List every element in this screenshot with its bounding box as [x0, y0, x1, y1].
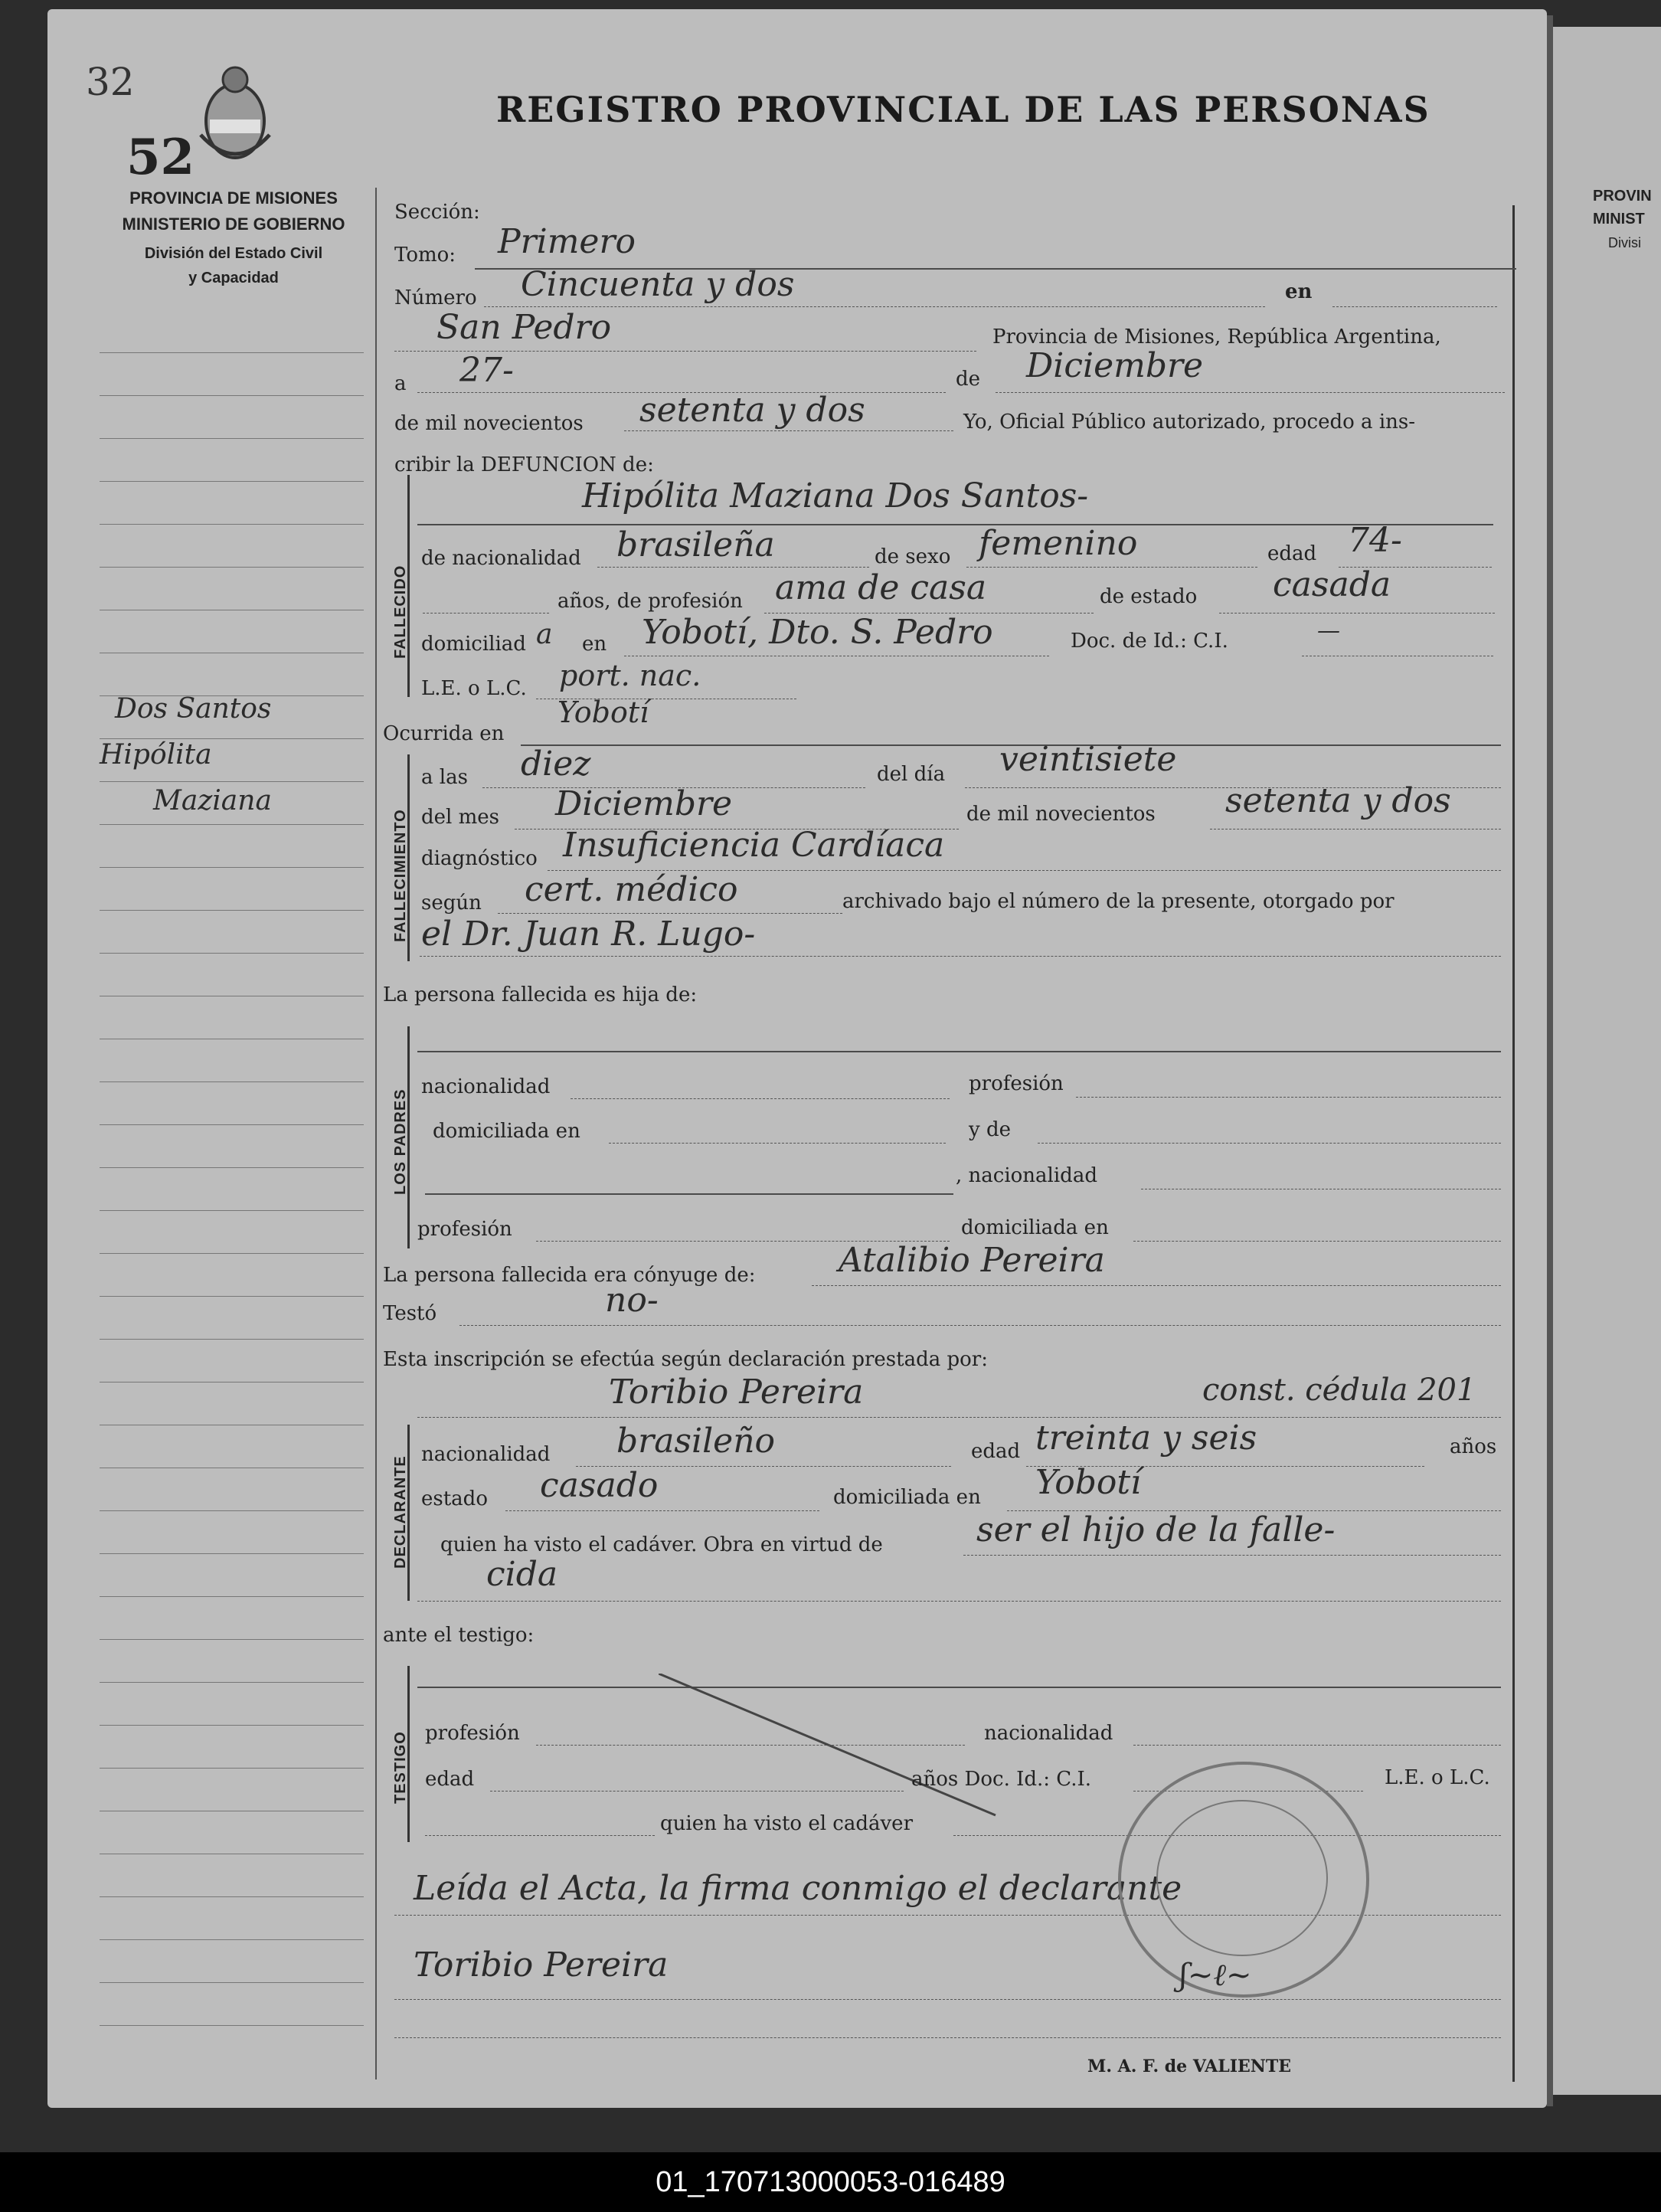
label-testigo-profesion: profesión: [425, 1722, 520, 1745]
form-right-border: [1512, 205, 1515, 2082]
margin-note-surname: Dos Santos: [115, 693, 272, 725]
form-left-border: [375, 188, 377, 2079]
side-label-los-padres: LOS PADRES: [392, 1088, 409, 1195]
field-mes-fallecimiento: Diciembre: [555, 784, 733, 823]
old-page-number: 32: [86, 60, 135, 104]
side-label-declarante: DECLARANTE: [392, 1455, 409, 1569]
label-decl-estado: estado: [421, 1487, 488, 1510]
label-yo-oficial: Yo, Oficial Público autorizado, procedo a ins-: [963, 411, 1416, 434]
margin-ruled-line: [100, 1296, 364, 1297]
label-provincia: Provincia de Misiones, República Argentina,: [992, 326, 1441, 348]
margin-ruled-line: [100, 781, 364, 782]
label-anos-profesion: años, de profesión: [557, 590, 743, 613]
margin-ruled-line: [100, 1682, 364, 1683]
margin-note-name1: Hipólita: [100, 739, 212, 771]
label-a: a: [394, 372, 407, 395]
label-de-sexo: de sexo: [875, 545, 951, 568]
segun-line: [498, 913, 842, 914]
label-ante-testigo: ante el testigo:: [383, 1624, 535, 1647]
label-tomo: Tomo:: [394, 244, 456, 267]
label-testo: Testó: [383, 1302, 437, 1325]
madre-domicilio-line: [1133, 1241, 1501, 1242]
coat-of-arms-icon: [193, 58, 277, 173]
field-decl-domicilio: Yobotí: [1035, 1463, 1142, 1502]
label-testigo-anos-doc: años Doc. Id.: C.I.: [911, 1768, 1092, 1791]
field-conyuge: Atalibio Pereira: [839, 1241, 1105, 1280]
side-label-testigo: TESTIGO: [392, 1731, 409, 1804]
field-decl-estado: casado: [540, 1466, 659, 1505]
field-decl-vinculo: ser el hijo de la falle-: [976, 1510, 1336, 1549]
label-decl-anos: años: [1450, 1435, 1497, 1458]
madre-name-line: [425, 1193, 953, 1195]
label-padres-nacionalidad: nacionalidad: [421, 1075, 551, 1098]
label-de: de: [956, 368, 981, 391]
right-page-edge: [1553, 27, 1661, 2095]
testigo-profesion-line: [536, 1745, 965, 1746]
label-inscribir: cribir la DEFUNCION de:: [394, 453, 654, 476]
field-lugar: San Pedro: [437, 308, 612, 347]
margin-ruled-line: [100, 695, 364, 696]
field-decl-nacionalidad: brasileño: [616, 1422, 776, 1461]
book-gutter: [1547, 15, 1553, 2106]
field-mes: Diciembre: [1026, 346, 1204, 385]
margin-ruled-line: [100, 1982, 364, 1983]
field-edad: 74-: [1348, 521, 1402, 560]
label-conyuge-de: La persona fallecida era cónyuge de:: [383, 1264, 756, 1287]
field-le-lc: port. nac.: [559, 659, 701, 692]
official-seal-inner: [1156, 1800, 1328, 1956]
field-sexo: femenino: [979, 524, 1138, 563]
label-y-de: y de: [969, 1118, 1011, 1141]
label-inscripcion: Esta inscripción se efectúa según declaración prestada por:: [383, 1348, 988, 1371]
right-org-line3: Divisi: [1608, 235, 1641, 250]
extra-line: [394, 2037, 1501, 2038]
label-de-mil: de mil novecientos: [394, 412, 584, 435]
org-division: División del Estado Civil: [144, 245, 323, 262]
label-segun: según: [421, 892, 482, 915]
anos-pre-line: [423, 613, 549, 614]
field-cierre: Leída el Acta, la firma conmigo el declarante: [414, 1869, 1182, 1908]
conyuge-line: [812, 1285, 1501, 1286]
label-domiciliad: domiciliad: [421, 633, 526, 656]
label-coma-nacionalidad: , nacionalidad: [956, 1164, 1097, 1187]
footer-filename: 01_170713000053-016489: [656, 2166, 1005, 2198]
label-doc-id: Doc. de Id.: C.I.: [1071, 630, 1228, 653]
org-capacity: y Capacidad: [188, 270, 279, 286]
field-domiciliada-sufijo: a: [536, 619, 553, 650]
testigo-le-line: [425, 1835, 655, 1836]
field-medico: el Dr. Juan R. Lugo-: [421, 915, 756, 954]
testo-line: [459, 1325, 1501, 1326]
margin-ruled-line: [100, 953, 364, 954]
margin-ruled-line: [100, 352, 364, 353]
field-ocurrida-en: Yobotí: [557, 695, 649, 729]
margin-ruled-line: [100, 567, 364, 568]
field-segun: cert. médico: [525, 870, 738, 909]
margin-ruled-line: [100, 1553, 364, 1554]
testigo-edad-line: [490, 1791, 904, 1792]
margin-ruled-line: [100, 910, 364, 911]
field-decl-vinculo2: cida: [486, 1555, 558, 1594]
margin-ruled-line: [100, 1339, 364, 1340]
decl-estado-line: [505, 1510, 819, 1511]
label-padres-profesion: profesión: [969, 1072, 1064, 1095]
margin-note-name2: Maziana: [153, 785, 272, 816]
sexo-line: [966, 567, 1257, 568]
margin-ruled-line: [100, 395, 364, 396]
firma-line: [394, 1999, 1501, 2000]
mes-line: [996, 392, 1505, 393]
official-name: M. A. F. de VALIENTE: [1087, 2057, 1292, 2076]
label-madre-profesion: profesión: [417, 1218, 512, 1241]
margin-ruled-line: [100, 1510, 364, 1511]
side-label-fallecimiento: FALLECIMIENTO: [392, 809, 409, 942]
field-nombre: Hipólita Maziana Dos Santos-: [582, 476, 1089, 515]
margin-ruled-line: [100, 438, 364, 439]
label-domicilio-en: en: [582, 633, 607, 656]
margin-ruled-line: [100, 1939, 364, 1940]
field-firma: Toribio Pereira: [414, 1945, 669, 1985]
label-numero: Número: [394, 286, 477, 309]
label-testigo-nacionalidad: nacionalidad: [984, 1722, 1113, 1745]
field-nacionalidad: brasileña: [616, 525, 775, 564]
margin-ruled-line: [100, 824, 364, 825]
label-en: en: [1285, 280, 1313, 303]
label-edad: edad: [1267, 542, 1317, 565]
label-ocurrida-en: Ocurrida en: [383, 722, 505, 745]
cancel-stroke: [659, 1674, 1003, 1819]
field-profesion: ama de casa: [775, 568, 987, 607]
label-decl-edad: edad: [971, 1440, 1021, 1463]
label-madre-domiciliada: domiciliada en: [961, 1216, 1109, 1239]
page-number: 52: [126, 129, 195, 186]
label-decl-domiciliada: domiciliada en: [833, 1486, 981, 1509]
field-tomo: Primero: [498, 222, 636, 261]
label-testigo-quien-visto: quien ha visto el cadáver: [660, 1812, 914, 1835]
field-anio-fallecimiento: setenta y dos: [1225, 781, 1451, 820]
label-del-dia: del día: [877, 763, 946, 786]
padres-profesion-line: [1076, 1097, 1501, 1098]
margin-ruled-line: [100, 738, 364, 739]
anio-fallecimiento-line: [1210, 829, 1501, 830]
right-org-line2: MINIST: [1593, 211, 1645, 227]
field-declarante-doc: const. cédula 201: [1202, 1373, 1476, 1408]
label-del-mes: del mes: [421, 806, 499, 829]
nombre-line: [417, 524, 1493, 525]
side-label-fallecido: FALLECIDO: [392, 564, 409, 659]
field-testo: no-: [605, 1281, 659, 1320]
org-province: PROVINCIA DE MISIONES: [129, 188, 338, 208]
field-declarante: Toribio Pereira: [609, 1373, 864, 1412]
label-decl-nacionalidad: nacionalidad: [421, 1443, 551, 1466]
margin-ruled-line: [100, 1210, 364, 1211]
padres-name-line: [417, 1051, 1501, 1052]
anio-line: [624, 430, 953, 431]
field-anio: setenta y dos: [639, 391, 865, 430]
margin-ruled-line: [100, 1253, 364, 1254]
org-ministry: MINISTERIO DE GOBIERNO: [122, 214, 345, 234]
margin-ruled-line: [100, 524, 364, 525]
margin-ruled-line: [100, 1768, 364, 1769]
field-numero: Cincuenta y dos: [521, 265, 795, 304]
margin-ruled-line: [100, 1124, 364, 1125]
label-seccion: Sección:: [394, 201, 480, 224]
padres-domicilio-line: [609, 1143, 946, 1144]
field-hora: diez: [521, 744, 591, 784]
label-testigo-edad: edad: [425, 1768, 475, 1791]
margin-ruled-line: [100, 1081, 364, 1082]
document-title: REGISTRO PROVINCIAL DE LAS PERSONAS: [496, 89, 1430, 130]
right-org-line1: PROVIN: [1593, 188, 1652, 205]
nacionalidad-line: [597, 567, 869, 568]
margin-ruled-line: [100, 1167, 364, 1168]
label-archivado: archivado bajo el número de la presente, otorgado por: [842, 890, 1395, 913]
field-diagnostico: Insuficiencia Cardíaca: [563, 826, 945, 865]
margin-ruled-line: [100, 1896, 364, 1897]
y-de-line: [1038, 1143, 1501, 1144]
label-quien-visto: quien ha visto el cadáver. Obra en virtud de: [440, 1533, 883, 1556]
field-decl-edad: treinta y seis: [1035, 1418, 1257, 1458]
margin-ruled-line: [100, 481, 364, 482]
margin-ruled-line: [100, 2025, 364, 2026]
medico-line: [420, 956, 1501, 957]
field-domicilio: Yobotí, Dto. S. Pedro: [642, 613, 993, 652]
label-de-nacionalidad: de nacionalidad: [421, 547, 581, 570]
numero-line: [484, 306, 1265, 307]
field-dia-texto: veintisiete: [999, 740, 1177, 779]
label-testigo-le-lc: L.E. o L.C.: [1385, 1766, 1490, 1789]
label-le-lc: L.E. o L.C.: [421, 677, 527, 700]
label-de-estado: de estado: [1100, 585, 1198, 608]
label-padres-domiciliada: domiciliada en: [433, 1120, 580, 1143]
field-doc-ci: —: [1317, 617, 1340, 644]
label-a-las: a las: [421, 766, 468, 789]
decl-vinculo-line: [963, 1555, 1501, 1556]
padres-nacionalidad-line: [571, 1098, 950, 1099]
en-line: [1332, 306, 1497, 307]
label-diagnostico: diagnóstico: [421, 847, 538, 870]
declarante-line: [417, 1417, 1501, 1418]
decl-vinculo2-line: [417, 1601, 1501, 1602]
signature-scribble-icon: ʃ~ℓ~: [1179, 1958, 1252, 1993]
testigo-nacionalidad-line: [1133, 1745, 1501, 1746]
estado-line: [1219, 613, 1495, 614]
margin-ruled-line: [100, 1725, 364, 1726]
margin-ruled-line: [100, 867, 364, 868]
field-estado: casada: [1273, 565, 1391, 604]
field-dia: 27-: [459, 351, 514, 390]
margin-ruled-line: [100, 1639, 364, 1640]
margin-ruled-line: [100, 1596, 364, 1597]
label-hija-de: La persona fallecida es hija de:: [383, 983, 698, 1006]
label-de-mil-nov: de mil novecientos: [966, 803, 1156, 826]
